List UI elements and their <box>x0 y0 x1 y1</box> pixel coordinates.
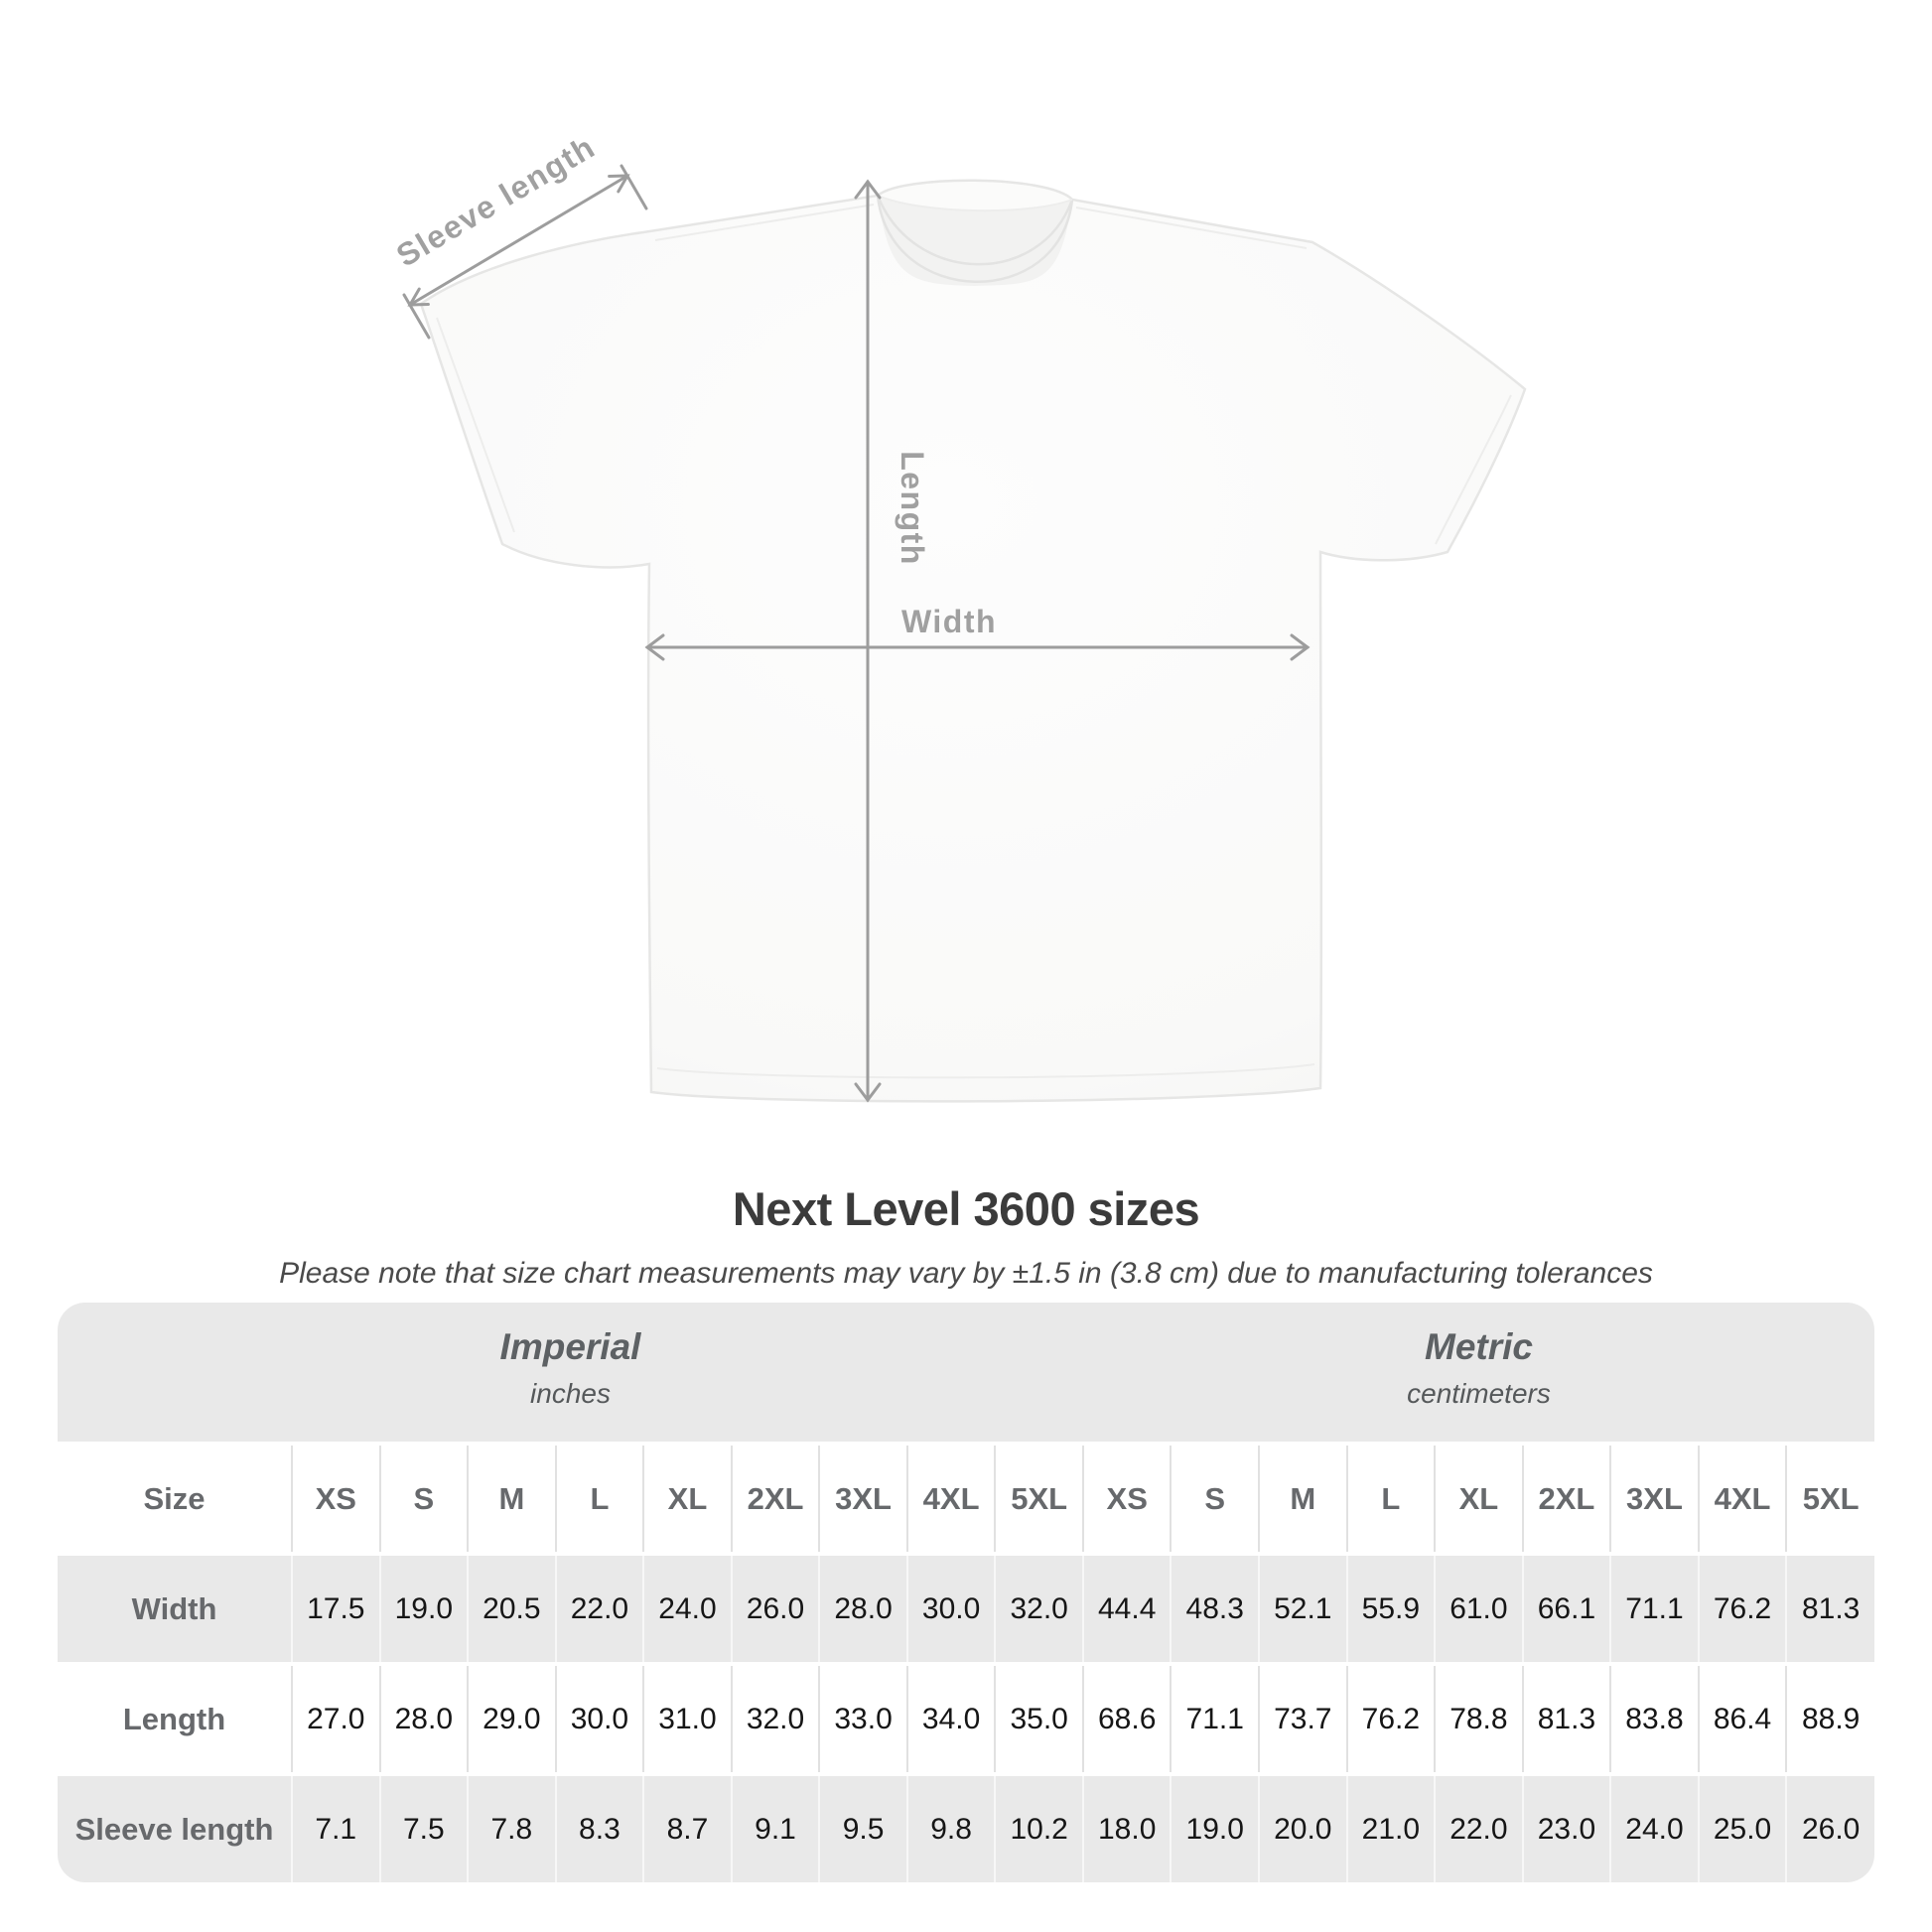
value-cell: 61.0 <box>1435 1554 1523 1664</box>
value-cell: 44.4 <box>1083 1554 1172 1664</box>
value-cell: 22.0 <box>556 1554 644 1664</box>
value-cell: 30.0 <box>556 1664 644 1774</box>
page-subtitle: Please note that size chart measurements may vary by ±1.5 in (3.8 cm) due to manufacturing tolerances <box>279 1257 1653 1290</box>
imperial-sublabel: inches <box>530 1378 611 1409</box>
col-header-metric-s: S <box>1171 1444 1259 1554</box>
size-header-row <box>58 1444 1874 1554</box>
value-cell: 71.1 <box>1171 1664 1259 1774</box>
metric-label: Metric <box>1425 1326 1533 1367</box>
value-cell: 66.1 <box>1523 1554 1611 1664</box>
row-label: Width <box>58 1554 292 1664</box>
value-cell: 88.9 <box>1786 1664 1874 1774</box>
value-cell: 20.5 <box>468 1554 556 1664</box>
value-cell: 86.4 <box>1699 1664 1787 1774</box>
value-cell: 25.0 <box>1699 1774 1787 1882</box>
col-header-imperial-xl: XL <box>643 1444 732 1554</box>
value-cell: 76.2 <box>1699 1554 1787 1664</box>
imperial-label: Imperial <box>499 1326 641 1367</box>
col-header-metric-xs: XS <box>1083 1444 1172 1554</box>
value-cell: 83.8 <box>1610 1664 1699 1774</box>
value-cell: 7.5 <box>380 1774 469 1882</box>
table-row-length <box>58 1664 1874 1774</box>
value-cell: 24.0 <box>1610 1774 1699 1882</box>
value-cell: 20.0 <box>1259 1774 1347 1882</box>
page-title: Next Level 3600 sizes <box>732 1182 1200 1235</box>
value-cell: 28.0 <box>380 1664 469 1774</box>
metric-group-header <box>1083 1303 1874 1442</box>
value-cell: 78.8 <box>1435 1664 1523 1774</box>
col-header-imperial-s: S <box>380 1444 469 1554</box>
value-cell: 24.0 <box>643 1554 732 1664</box>
value-cell: 28.0 <box>819 1554 907 1664</box>
length-label: Length <box>895 451 930 566</box>
table-row-width <box>58 1554 1874 1664</box>
metric-sublabel: centimeters <box>1407 1378 1551 1409</box>
row-label: Length <box>58 1664 292 1774</box>
value-cell: 27.0 <box>292 1664 380 1774</box>
value-cell: 18.0 <box>1083 1774 1172 1882</box>
value-cell: 34.0 <box>907 1664 996 1774</box>
value-cell: 32.0 <box>995 1554 1083 1664</box>
value-cell: 48.3 <box>1171 1554 1259 1664</box>
col-header-imperial-l: L <box>556 1444 644 1554</box>
value-cell: 33.0 <box>819 1664 907 1774</box>
col-header-metric-xl: XL <box>1435 1444 1523 1554</box>
value-cell: 26.0 <box>732 1554 820 1664</box>
value-cell: 9.1 <box>732 1774 820 1882</box>
value-cell: 81.3 <box>1786 1554 1874 1664</box>
col-header-metric-3xl: 3XL <box>1610 1444 1699 1554</box>
value-cell: 8.3 <box>556 1774 644 1882</box>
value-cell: 7.1 <box>292 1774 380 1882</box>
value-cell: 19.0 <box>380 1554 469 1664</box>
tshirt-illustration <box>421 181 1525 1102</box>
col-header-imperial-xs: XS <box>292 1444 380 1554</box>
col-header-metric-2xl: 2XL <box>1523 1444 1611 1554</box>
size-table <box>58 1442 1874 1882</box>
value-cell: 9.5 <box>819 1774 907 1882</box>
col-header-imperial-m: M <box>468 1444 556 1554</box>
size-table-card <box>58 1303 1874 1882</box>
col-header-metric-5xl: 5XL <box>1786 1444 1874 1554</box>
value-cell: 26.0 <box>1786 1774 1874 1882</box>
value-cell: 68.6 <box>1083 1664 1172 1774</box>
col-header-imperial-4xl: 4XL <box>907 1444 996 1554</box>
unit-band <box>58 1303 1874 1442</box>
value-cell: 76.2 <box>1347 1664 1436 1774</box>
value-cell: 8.7 <box>643 1774 732 1882</box>
col-header-metric-l: L <box>1347 1444 1436 1554</box>
value-cell: 17.5 <box>292 1554 380 1664</box>
width-label: Width <box>900 604 998 639</box>
col-header-metric-m: M <box>1259 1444 1347 1554</box>
value-cell: 31.0 <box>643 1664 732 1774</box>
value-cell: 21.0 <box>1347 1774 1436 1882</box>
value-cell: 9.8 <box>907 1774 996 1882</box>
tshirt-shape <box>421 181 1525 1102</box>
value-cell: 10.2 <box>995 1774 1083 1882</box>
sleeve-length-label: Sleeve length <box>390 128 602 274</box>
value-cell: 52.1 <box>1259 1554 1347 1664</box>
col-header-metric-4xl: 4XL <box>1699 1444 1787 1554</box>
imperial-group-header <box>58 1303 1083 1442</box>
value-cell: 35.0 <box>995 1664 1083 1774</box>
value-cell: 19.0 <box>1171 1774 1259 1882</box>
value-cell: 32.0 <box>732 1664 820 1774</box>
col-header-imperial-5xl: 5XL <box>995 1444 1083 1554</box>
value-cell: 22.0 <box>1435 1774 1523 1882</box>
value-cell: 7.8 <box>468 1774 556 1882</box>
table-row-sleeve-length <box>58 1774 1874 1882</box>
row-label: Sleeve length <box>58 1774 292 1882</box>
value-cell: 30.0 <box>907 1554 996 1664</box>
col-header-size: Size <box>58 1444 292 1554</box>
value-cell: 73.7 <box>1259 1664 1347 1774</box>
col-header-imperial-2xl: 2XL <box>732 1444 820 1554</box>
value-cell: 55.9 <box>1347 1554 1436 1664</box>
col-header-imperial-3xl: 3XL <box>819 1444 907 1554</box>
value-cell: 71.1 <box>1610 1554 1699 1664</box>
value-cell: 23.0 <box>1523 1774 1611 1882</box>
value-cell: 81.3 <box>1523 1664 1611 1774</box>
value-cell: 29.0 <box>468 1664 556 1774</box>
